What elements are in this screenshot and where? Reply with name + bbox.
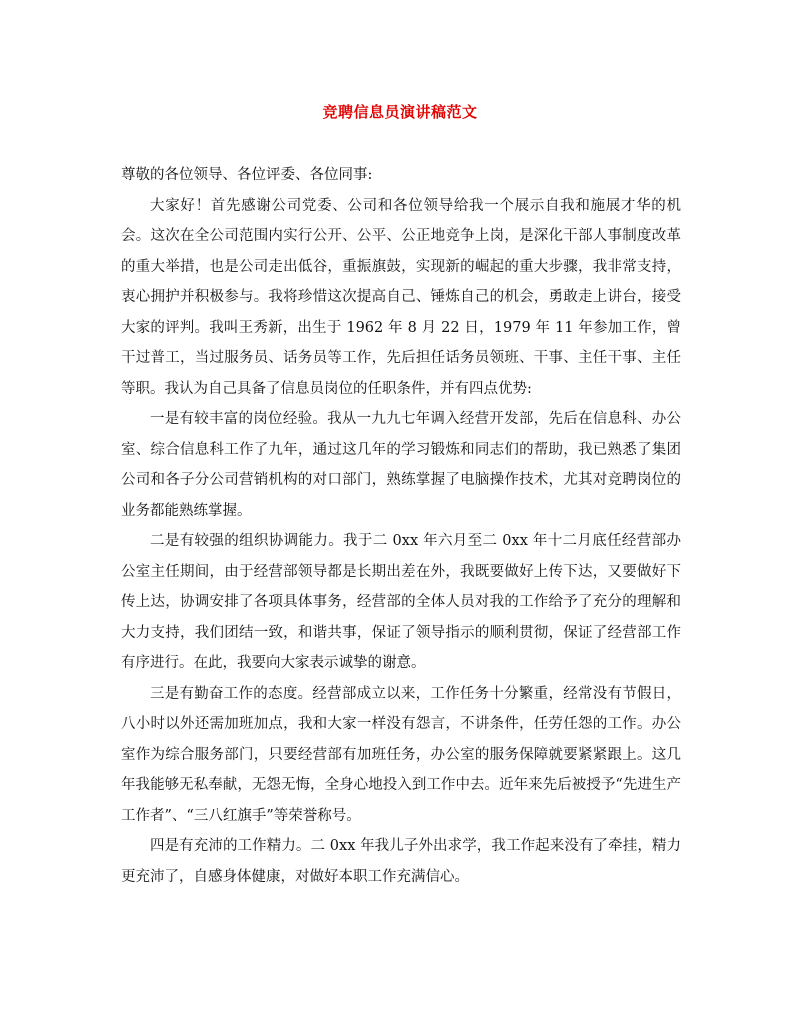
document-body (121, 160, 681, 892)
salutation: 尊敬的各位领导、各位评委、各位同事: (121, 167, 373, 183)
paragraph-coordination: 二是有较强的组织协调能力。我于二 0xx 年六月至二 0xx 年十二月底任经营部办公室主任期间，由于经营部领导都是长期出差在外，我既要做好上传下达，又要做好下传上达，协调安排了各项具体事务，经营部的全体人员对我的工作给予了充分的理解和大力支持，我们团结一致，和谐共事，保证了领导指示的顺利贯彻，保证了经营部工作有序进行。在此，我要向大家表示诚挚的谢意。 (121, 533, 681, 671)
paragraph-opening: 大家好！首先感谢公司党委、公司和各位领导给我一个展示自我和施展才华的机会。这次在全公司范围内实行公开、公平、公正地竞争上岗，是深化干部人事制度改革的重大举措，也是公司走出低谷，重振旗鼓，实现新的崛起的重大步骤，我非常支持，衷心拥护并积极参与。我将珍惜这次提高自己、锤炼自己的机会，勇敢走上讲台，接受大家的评判。我叫王秀新，出生于 1962 年 8 月 22 日，1979 年 11 年参加工作，曾干过普工，当过服务员、话务员等工作，先后担任话务员领班、干事、主任干事、主任等职。我认为自己具备了信息员岗位的任职条件，并有四点优势: (121, 197, 681, 397)
paragraph-experience: 一是有较丰富的岗位经验。我从一九九七年调入经营开发部，先后在信息科、办公室、综合信息科工作了九年，通过这几年的学习锻炼和同志们的帮助，我已熟悉了集团公司和各子分公司营销机构的对口部门，熟练掌握了电脑操作技术，尤其对竞聘岗位的业务都能熟练掌握。 (121, 411, 681, 519)
page-title: 竞聘信息员演讲稿范文 (322, 103, 478, 121)
paragraph-diligence: 三是有勤奋工作的态度。经营部成立以来，工作任务十分繁重，经常没有节假日，八小时以外还需加班加点，我和大家一样没有怨言，不讲条件，任劳任怨的工作。办公室作为综合服务部门，只要经营部有加班任务，办公室的服务保障就要紧紧跟上。这几年我能够无私奉献，无怨无悔，全身心地投入到工作中去。近年来先后被授予“先进生产工作者”、“三八红旗手”等荣誉称号。 (121, 685, 681, 824)
paragraph-energy: 四是有充沛的工作精力。二 0xx 年我儿子外出求学，我工作起来没有了牵挂，精力更充沛了，自感身体健康，对做好本职工作充满信心。 (121, 838, 681, 885)
